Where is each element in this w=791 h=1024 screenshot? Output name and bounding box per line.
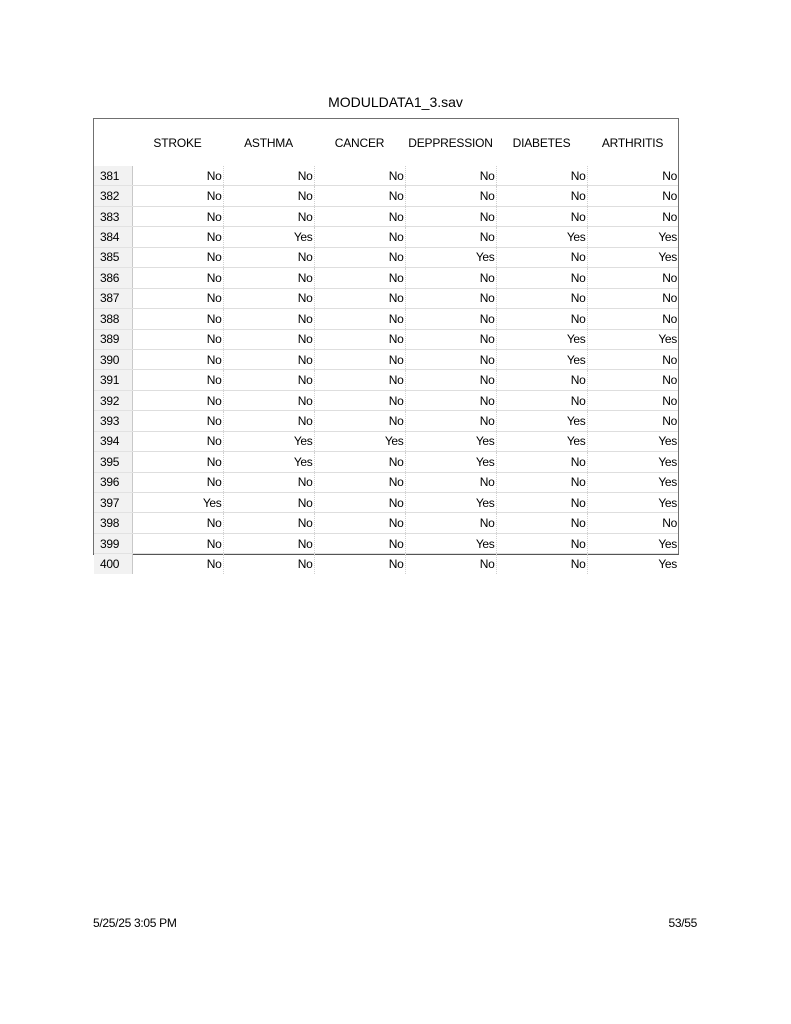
table-row <box>94 329 678 349</box>
table-row <box>94 533 678 553</box>
table-row <box>94 206 678 226</box>
table-row <box>94 431 678 451</box>
row-number: 389 <box>94 329 132 349</box>
table-cell: No <box>223 349 314 369</box>
table-cell: Yes <box>405 452 496 472</box>
table-row <box>94 349 678 369</box>
table-cell: No <box>132 206 223 226</box>
table-cell: No <box>132 349 223 369</box>
table-row <box>94 513 678 533</box>
table-row <box>94 390 678 410</box>
row-number: 386 <box>94 268 132 288</box>
table-row <box>94 370 678 390</box>
table-cell: No <box>587 166 678 186</box>
row-number: 396 <box>94 472 132 492</box>
table-cell: No <box>132 186 223 206</box>
table-cell: No <box>405 390 496 410</box>
table-cell: No <box>223 329 314 349</box>
table-cell: No <box>405 309 496 329</box>
table-cell: No <box>132 309 223 329</box>
table-cell: No <box>405 411 496 431</box>
table-cell: Yes <box>405 533 496 553</box>
table-row <box>94 268 678 288</box>
table-cell: Yes <box>587 247 678 267</box>
table-cell: No <box>405 166 496 186</box>
table-cell: No <box>314 309 405 329</box>
table-cell: No <box>496 452 587 472</box>
table-cell: No <box>314 227 405 247</box>
table-cell: No <box>496 493 587 513</box>
table-cell: No <box>223 309 314 329</box>
table-row <box>94 247 678 267</box>
table-cell: No <box>223 533 314 553</box>
row-number: 392 <box>94 390 132 410</box>
table-cell: No <box>314 370 405 390</box>
table-cell: No <box>314 186 405 206</box>
column-header-arthritis: ARTHRITIS <box>587 119 678 166</box>
table-cell: Yes <box>587 329 678 349</box>
table-cell: Yes <box>223 431 314 451</box>
table-cell: No <box>132 227 223 247</box>
table-cell: No <box>314 206 405 226</box>
table-cell: No <box>132 411 223 431</box>
table-cell: No <box>223 472 314 492</box>
table-cell: No <box>223 206 314 226</box>
table-cell: No <box>587 288 678 308</box>
table-cell: No <box>223 390 314 410</box>
table-cell: No <box>314 247 405 267</box>
row-number: 381 <box>94 166 132 186</box>
table-cell: No <box>223 513 314 533</box>
column-header-cancer: CANCER <box>314 119 405 166</box>
table-cell: No <box>587 268 678 288</box>
table-cell: No <box>314 493 405 513</box>
row-number: 388 <box>94 309 132 329</box>
table-cell: No <box>587 186 678 206</box>
table-cell: No <box>405 227 496 247</box>
table-cell: Yes <box>496 349 587 369</box>
table-cell: No <box>314 349 405 369</box>
table-row <box>94 309 678 329</box>
table-cell: No <box>132 452 223 472</box>
table-cell: No <box>405 349 496 369</box>
table-cell: No <box>496 554 587 574</box>
table-cell: Yes <box>587 431 678 451</box>
data-table <box>93 118 679 572</box>
row-number: 399 <box>94 533 132 553</box>
table-row <box>94 472 678 492</box>
row-number: 383 <box>94 206 132 226</box>
table-cell: No <box>405 370 496 390</box>
table-cell: No <box>496 370 587 390</box>
table-row <box>94 493 678 513</box>
table-cell: No <box>405 329 496 349</box>
table-cell: No <box>314 288 405 308</box>
table-row <box>94 411 678 431</box>
table-row <box>94 166 678 186</box>
footer-page-number: 53/55 <box>668 916 697 930</box>
table-cell: No <box>587 390 678 410</box>
row-number: 394 <box>94 431 132 451</box>
table-cell: No <box>132 513 223 533</box>
table-row <box>94 554 678 574</box>
table-cell: No <box>132 533 223 553</box>
table-cell: No <box>314 513 405 533</box>
table-cell: No <box>496 247 587 267</box>
table-cell: No <box>223 186 314 206</box>
table-cell: No <box>314 472 405 492</box>
table-cell: No <box>132 554 223 574</box>
row-number: 385 <box>94 247 132 267</box>
table-cell: No <box>587 309 678 329</box>
table-cell: Yes <box>587 533 678 553</box>
table-cell: No <box>132 431 223 451</box>
table-cell: No <box>405 288 496 308</box>
document-title: MODULDATA1_3.sav <box>328 94 463 110</box>
table-cell: No <box>496 533 587 553</box>
table-cell: Yes <box>405 493 496 513</box>
column-header-diabetes: DIABETES <box>496 119 587 166</box>
table-cell: No <box>405 268 496 288</box>
table-cell: No <box>132 390 223 410</box>
table-cell: Yes <box>132 493 223 513</box>
table-cell: No <box>405 206 496 226</box>
row-number: 398 <box>94 513 132 533</box>
table-cell: No <box>587 513 678 533</box>
table-cell: Yes <box>496 329 587 349</box>
table-cell: No <box>587 349 678 369</box>
table-cell: No <box>223 370 314 390</box>
table-cell: No <box>223 268 314 288</box>
table-row <box>94 186 678 206</box>
table-cell: No <box>132 166 223 186</box>
table-cell: No <box>496 186 587 206</box>
table-cell: Yes <box>405 247 496 267</box>
table-cell: No <box>132 268 223 288</box>
table-cell: No <box>496 206 587 226</box>
table-cell: No <box>314 411 405 431</box>
table-cell: Yes <box>496 431 587 451</box>
table-cell: No <box>314 268 405 288</box>
row-number: 382 <box>94 186 132 206</box>
table-cell: No <box>496 390 587 410</box>
table-cell: Yes <box>587 227 678 247</box>
row-number: 395 <box>94 452 132 472</box>
footer-datetime: 5/25/25 3:05 PM <box>93 916 177 930</box>
table-cell: No <box>132 370 223 390</box>
column-header-stroke: STROKE <box>132 119 223 166</box>
row-number: 391 <box>94 370 132 390</box>
table-cell: Yes <box>587 493 678 513</box>
table-cell: No <box>314 329 405 349</box>
table-cell: No <box>314 166 405 186</box>
table-row <box>94 452 678 472</box>
table-cell: Yes <box>223 227 314 247</box>
table-cell: No <box>587 206 678 226</box>
table-cell: No <box>314 554 405 574</box>
table-cell: No <box>223 247 314 267</box>
row-number: 390 <box>94 349 132 369</box>
table-cell: Yes <box>314 431 405 451</box>
table-cell: No <box>314 390 405 410</box>
column-header-asthma: ASTHMA <box>223 119 314 166</box>
table-cell: No <box>132 288 223 308</box>
table-cell: No <box>132 329 223 349</box>
table-cell: No <box>587 411 678 431</box>
table-cell: Yes <box>496 411 587 431</box>
table-cell: No <box>223 411 314 431</box>
table-cell: No <box>496 472 587 492</box>
table-cell: Yes <box>658 557 677 572</box>
row-number: 393 <box>94 411 132 431</box>
table-cell: No <box>496 288 587 308</box>
table-cell: No <box>405 513 496 533</box>
table-cell: No <box>405 186 496 206</box>
table-cell: Yes <box>587 452 678 472</box>
table-cell: No <box>314 533 405 553</box>
row-number: 397 <box>94 493 132 513</box>
table-cell: No <box>223 493 314 513</box>
corner-cell <box>94 119 132 166</box>
table-cell: No <box>405 472 496 492</box>
table-row <box>94 227 678 247</box>
table-cell: Yes <box>587 472 678 492</box>
table-cell: No <box>496 166 587 186</box>
row-number: 387 <box>94 288 132 308</box>
table-row <box>94 288 678 308</box>
table-cell: No <box>496 268 587 288</box>
table-cell: Yes <box>223 452 314 472</box>
table-cell: No <box>132 247 223 267</box>
table-cell: No <box>496 309 587 329</box>
table-cell: No <box>314 452 405 472</box>
row-number: 384 <box>94 227 132 247</box>
table-cell: No <box>405 554 496 574</box>
table-cell: No <box>223 288 314 308</box>
table-cell: No <box>132 472 223 492</box>
column-header-depression: DEPPRESSION <box>405 119 496 166</box>
row-number: 400 <box>94 554 132 574</box>
table-cell: Yes <box>496 227 587 247</box>
table-cell: No <box>223 554 314 574</box>
table-cell: Yes <box>405 431 496 451</box>
header-row <box>94 119 678 166</box>
table-cell: No <box>587 370 678 390</box>
table-cell: No <box>496 513 587 533</box>
table-cell: No <box>223 166 314 186</box>
